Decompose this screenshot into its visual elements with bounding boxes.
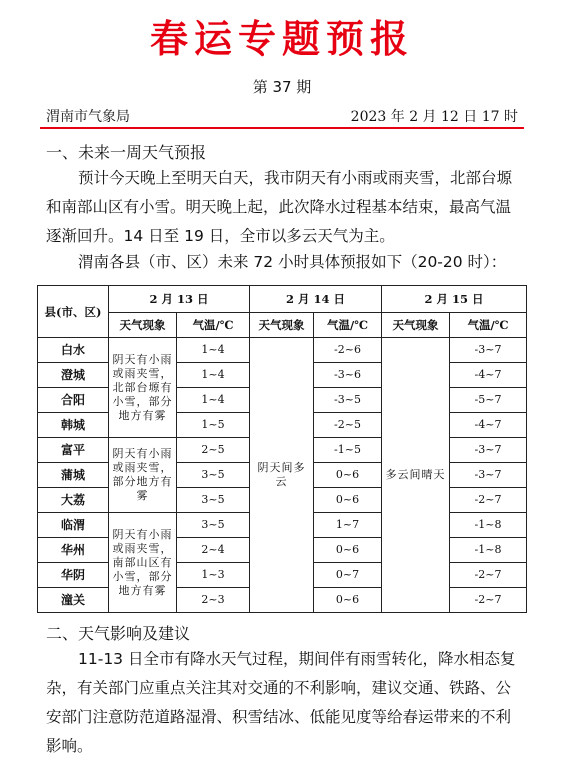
county-name: 合阳 bbox=[38, 388, 109, 413]
weather-cell: 多云间晴天 bbox=[382, 338, 450, 613]
temp-cell: 2~4 bbox=[177, 538, 250, 563]
temp-cell: 1~5 bbox=[177, 413, 250, 438]
temp-cell: -4~7 bbox=[450, 363, 527, 388]
advice-paragraph: 11-13 日全市有降水天气过程，期间伴有雨雪转化，降水相态复杂，有关部门应重点关注其对交通的不利影响，建议交通、铁路、公安部门注意防范道路湿滑、积雪结冰、低能见度等给春运带来的不利影响。 bbox=[46, 650, 516, 755]
temp-cell: -3~6 bbox=[314, 363, 382, 388]
temp-cell: 0~6 bbox=[314, 463, 382, 488]
county-name: 华阴 bbox=[38, 563, 109, 588]
temp-cell: 1~7 bbox=[314, 513, 382, 538]
temp-cell: -3~7 bbox=[450, 338, 527, 363]
county-name: 富平 bbox=[38, 438, 109, 463]
temp-cell: -2~7 bbox=[450, 588, 527, 613]
temp-cell: -3~7 bbox=[450, 463, 527, 488]
county-header: 县(市、区) bbox=[38, 286, 109, 338]
temp-cell: 2~3 bbox=[177, 588, 250, 613]
weather-cell: 阴天间多云 bbox=[250, 338, 314, 613]
county-name: 临渭 bbox=[38, 513, 109, 538]
agency-name: 渭南市气象局 bbox=[46, 109, 130, 125]
temp-cell: 0~6 bbox=[314, 588, 382, 613]
temp-cell: -3~5 bbox=[314, 388, 382, 413]
forecast-table bbox=[37, 285, 527, 613]
temp-cell: 3~5 bbox=[177, 488, 250, 513]
weather-subheader: 天气现象 bbox=[109, 313, 177, 338]
weather-subheader: 天气现象 bbox=[250, 313, 314, 338]
county-name: 韩城 bbox=[38, 413, 109, 438]
temp-cell: 1~3 bbox=[177, 563, 250, 588]
county-name: 大荔 bbox=[38, 488, 109, 513]
red-divider bbox=[40, 127, 524, 129]
section-heading-forecast: 一、未来一周天气预报 bbox=[46, 143, 207, 162]
table-intro: 渭南各县（市、区）未来 72 小时具体预报如下（20-20 时）： bbox=[78, 253, 507, 271]
temp-cell: -1~5 bbox=[314, 438, 382, 463]
weather-cell: 阴天有小雨或雨夹雪，北部台塬有小雪，部分地方有雾 bbox=[109, 338, 177, 438]
weather-cell: 阴天有小雨或雨夹雪，南部山区有小雪，部分地方有雾 bbox=[109, 513, 177, 613]
temp-subheader: 气温/℃ bbox=[450, 313, 527, 338]
forecast-paragraph: 预计今天晚上至明天白天，我市阴天有小雨或雨夹雪，北部台塬和南部山区有小雪。明天晚上起，此次降水过程基本结束，最高气温逐渐回升。14 日至 19 日，全市以多云天气为主。 bbox=[46, 169, 513, 245]
temp-cell: -1~8 bbox=[450, 513, 527, 538]
county-name: 澄城 bbox=[38, 363, 109, 388]
day-header: 2 月 14 日 bbox=[250, 286, 382, 313]
county-name: 蒲城 bbox=[38, 463, 109, 488]
temp-cell: 0~7 bbox=[314, 563, 382, 588]
temp-cell: 3~5 bbox=[177, 463, 250, 488]
county-name: 白水 bbox=[38, 338, 109, 363]
temp-cell: 0~6 bbox=[314, 538, 382, 563]
section-heading-advice: 二、天气影响及建议 bbox=[46, 624, 191, 643]
temp-cell: 3~5 bbox=[177, 513, 250, 538]
weather-subheader: 天气现象 bbox=[382, 313, 450, 338]
report-meta bbox=[46, 106, 518, 126]
issue-number: 第 37 期 bbox=[252, 78, 312, 96]
issue-datetime: 2023 年 2 月 12 日 17 时 bbox=[350, 109, 518, 125]
report-title: 春运专题预报 bbox=[149, 17, 414, 61]
temp-cell: -2~7 bbox=[450, 488, 527, 513]
county-name: 潼关 bbox=[38, 588, 109, 613]
county-name: 华州 bbox=[38, 538, 109, 563]
temp-cell: -2~5 bbox=[314, 413, 382, 438]
weather-cell: 阴天有小雨或雨夹雪，部分地方有雾 bbox=[109, 438, 177, 513]
temp-subheader: 气温/℃ bbox=[314, 313, 382, 338]
temp-cell: -3~7 bbox=[450, 438, 527, 463]
day-header: 2 月 15 日 bbox=[382, 286, 527, 313]
temp-cell: 0~6 bbox=[314, 488, 382, 513]
temp-cell: -4~7 bbox=[450, 413, 527, 438]
temp-cell: -5~7 bbox=[450, 388, 527, 413]
table-row bbox=[38, 338, 527, 363]
temp-cell: -2~7 bbox=[450, 563, 527, 588]
temp-cell: 1~4 bbox=[177, 338, 250, 363]
temp-cell: 1~4 bbox=[177, 363, 250, 388]
temp-subheader: 气温/℃ bbox=[177, 313, 250, 338]
temp-cell: 1~4 bbox=[177, 388, 250, 413]
temp-cell: 2~5 bbox=[177, 438, 250, 463]
day-header: 2 月 13 日 bbox=[109, 286, 250, 313]
temp-cell: -1~8 bbox=[450, 538, 527, 563]
temp-cell: -2~6 bbox=[314, 338, 382, 363]
